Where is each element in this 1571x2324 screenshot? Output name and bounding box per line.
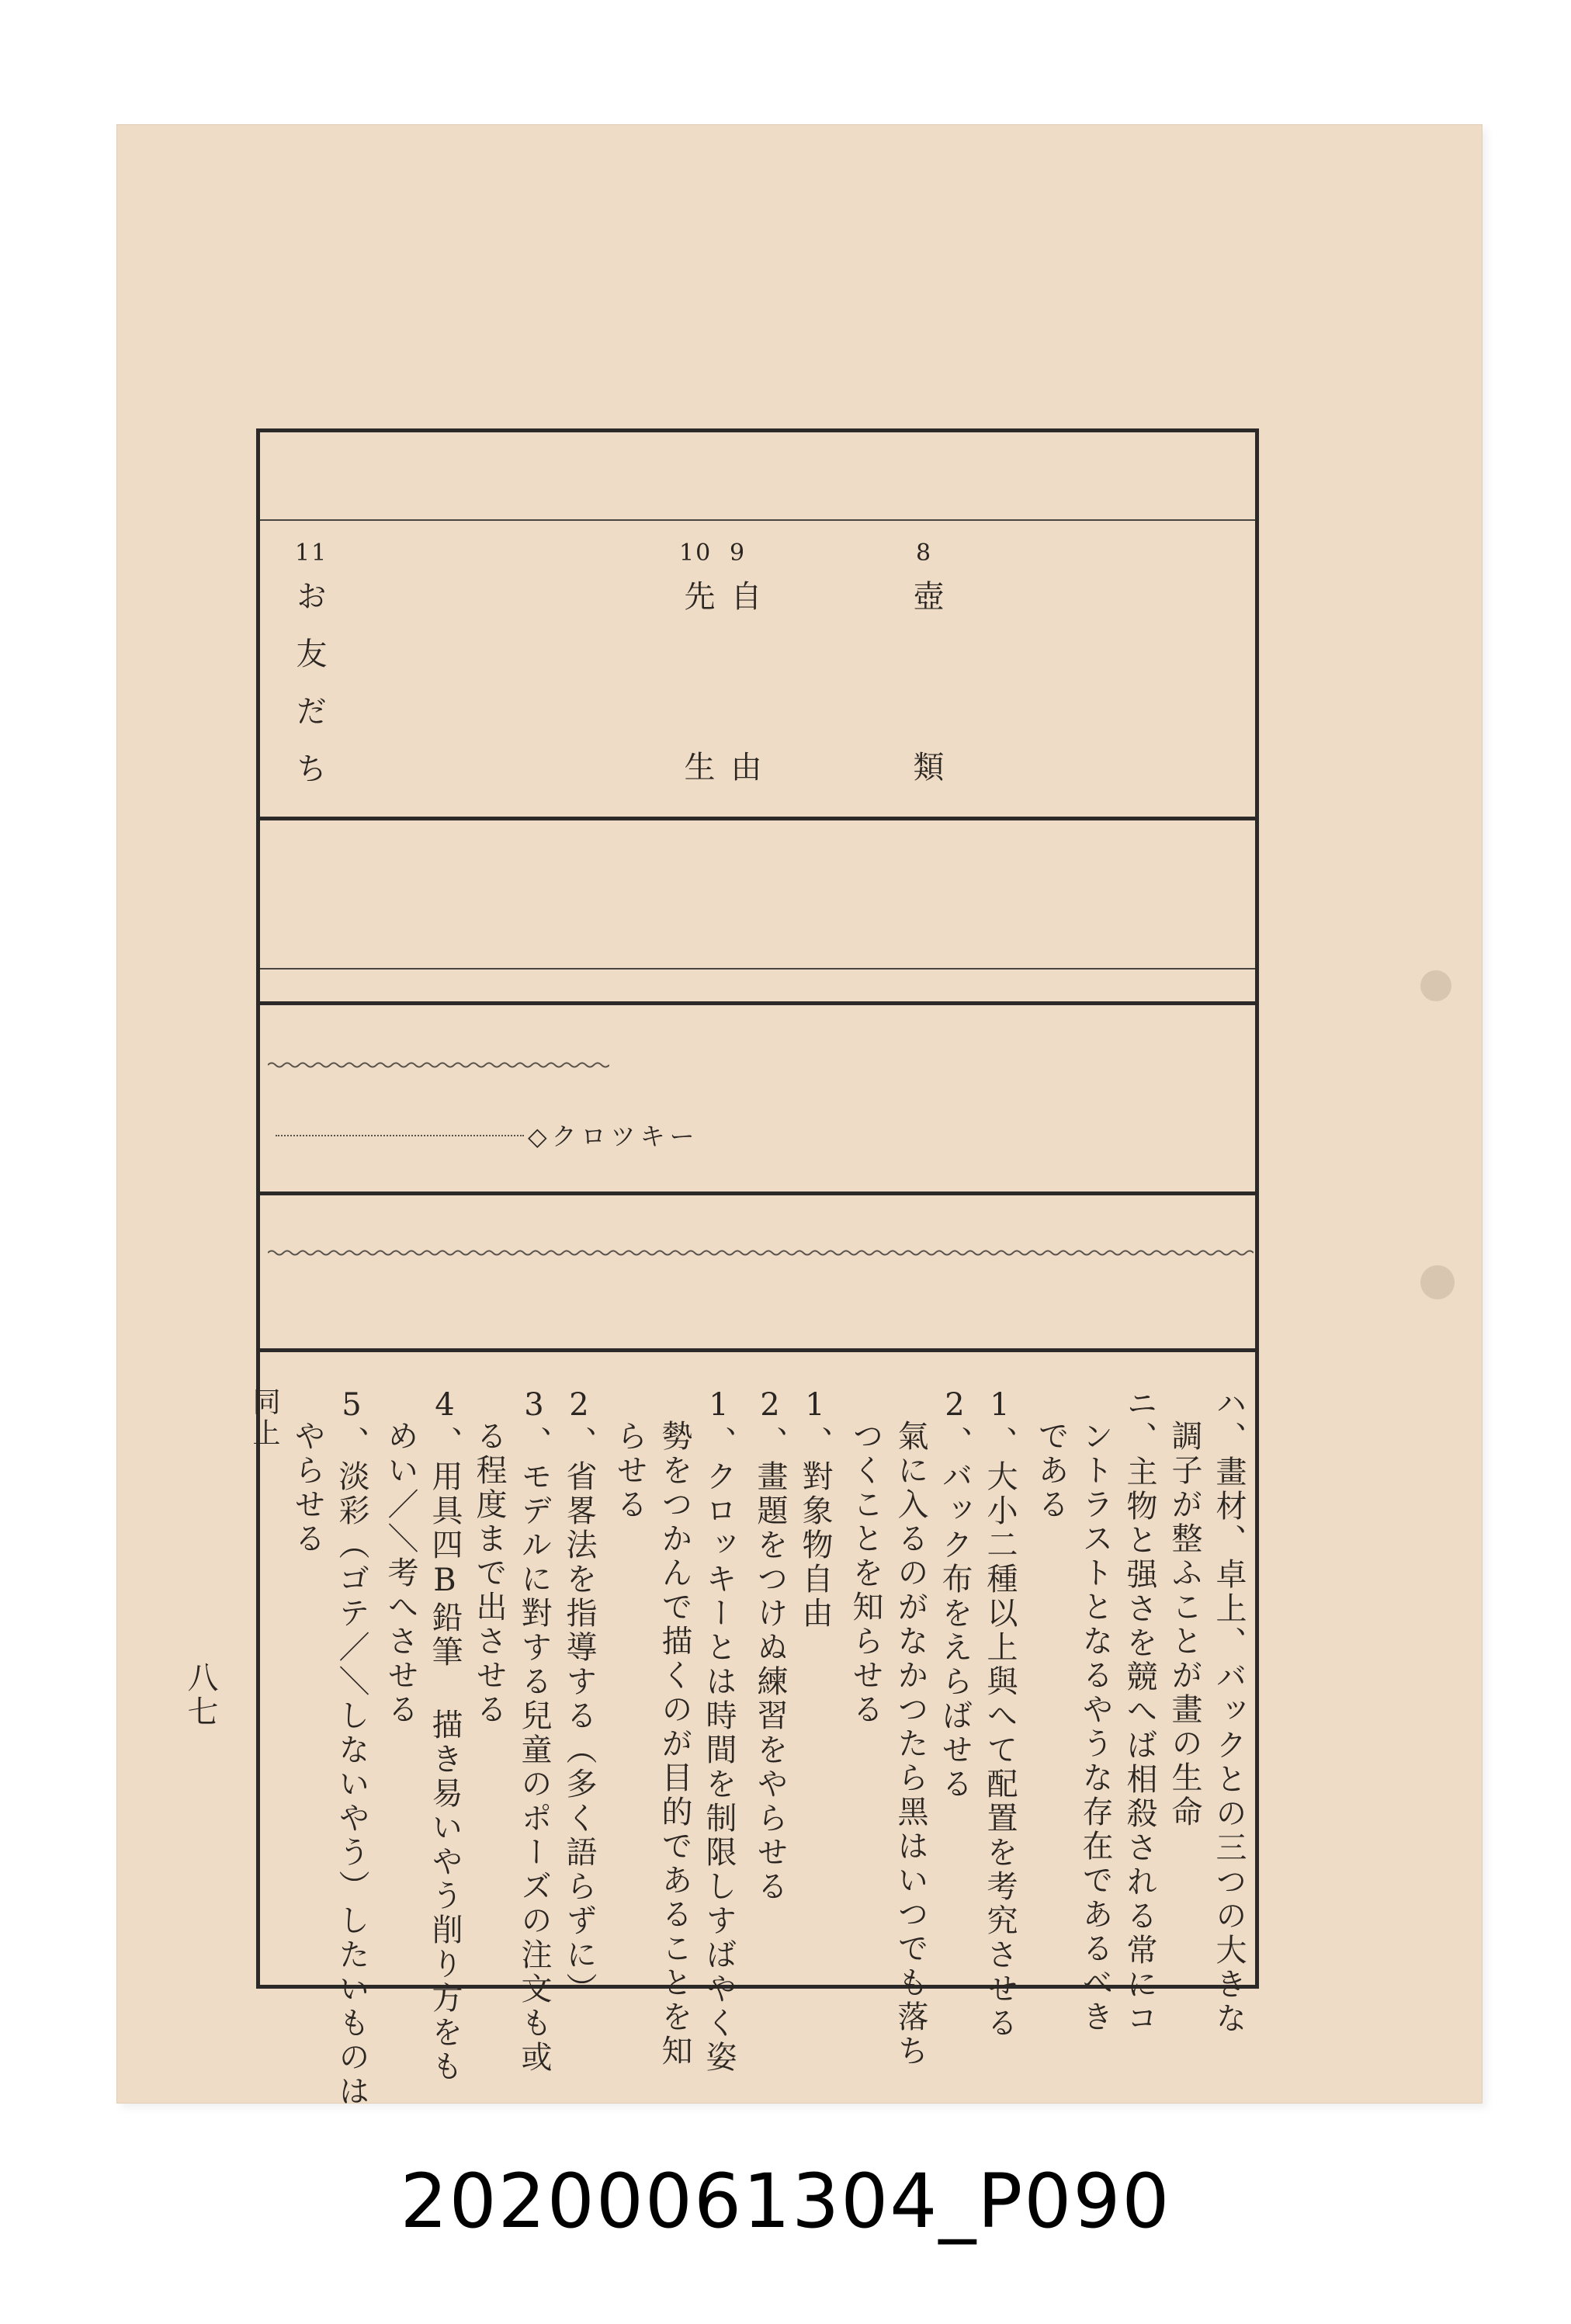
paper-stain xyxy=(1420,1265,1455,1299)
item-number: 8 xyxy=(916,539,933,567)
item-label: お友だち xyxy=(291,580,327,810)
table-rule xyxy=(260,1001,1255,1005)
table-rule xyxy=(260,519,1255,521)
text-column: めい／＼考へさせる xyxy=(383,1420,418,1727)
table-rule xyxy=(260,1191,1255,1195)
item-label: 先生 xyxy=(679,580,715,921)
text-column: やらせる xyxy=(290,1420,325,1556)
text-column: ハ、畫材、卓上、バックとの三つの大きな xyxy=(1211,1387,1247,2036)
table-rule xyxy=(260,968,1255,969)
item-number: 9 xyxy=(730,539,747,567)
item-number: 11 xyxy=(295,539,328,567)
text-column: 同上 xyxy=(248,1387,280,1449)
image-caption: 20200061304_P090 xyxy=(400,2158,1171,2245)
text-column: 1、對象物自由 xyxy=(797,1387,833,1631)
dotted-leader xyxy=(276,1135,524,1136)
table-rule xyxy=(260,1348,1255,1352)
text-column: 氣に入るのがなかつたら黑はいつでも落ち xyxy=(893,1420,928,2069)
text-column: 3、モデルに對する兒童のポーズの注文も或 xyxy=(516,1387,552,2075)
text-column: つくことを知らせる xyxy=(848,1420,883,1727)
wavy-divider xyxy=(268,1061,609,1069)
text-column: ントラストとなるやうな存在であるべき xyxy=(1077,1420,1113,2034)
text-column: らせる xyxy=(612,1420,647,1522)
text-column: ニ、主物と强さを競へば相殺される常にコ xyxy=(1122,1387,1157,2036)
text-column: 2、バック布をえらばせる xyxy=(937,1387,973,1802)
text-column: 4、用具四B鉛筆 描き易いやう削り方をも xyxy=(427,1387,463,2084)
item-label: 壺類 xyxy=(908,580,944,921)
item-number: 10 xyxy=(679,539,713,567)
text-column: 調子が整ふことが畫の生命 xyxy=(1167,1420,1202,1830)
text-column: 1、大小二種以上與へて配置を考究させる xyxy=(982,1387,1018,2041)
paper-stain xyxy=(1420,970,1451,1001)
text-column: 2、省畧法を指導する（多く語らずに） xyxy=(561,1387,597,2007)
item-label: 自由 xyxy=(726,580,761,921)
croquis-label: ◇クロツキー xyxy=(528,1122,699,1151)
form-table xyxy=(248,428,1259,2109)
text-column: 勢をつかんで描くのが目的であることを知 xyxy=(657,1420,692,2069)
wavy-divider xyxy=(268,1249,1254,1257)
text-column: 5、淡彩（ゴテ／＼しないやう）したいものは xyxy=(334,1387,369,2109)
text-column: る程度まで出させる xyxy=(471,1420,507,1727)
page-number: 八七 xyxy=(182,1661,218,1729)
text-column: である xyxy=(1033,1420,1069,1522)
text-column: 2、畫題をつけぬ練習をやらせる xyxy=(752,1387,788,1904)
text-column: 1、クロッキーとは時間を制限しすばやく姿 xyxy=(701,1387,737,2075)
